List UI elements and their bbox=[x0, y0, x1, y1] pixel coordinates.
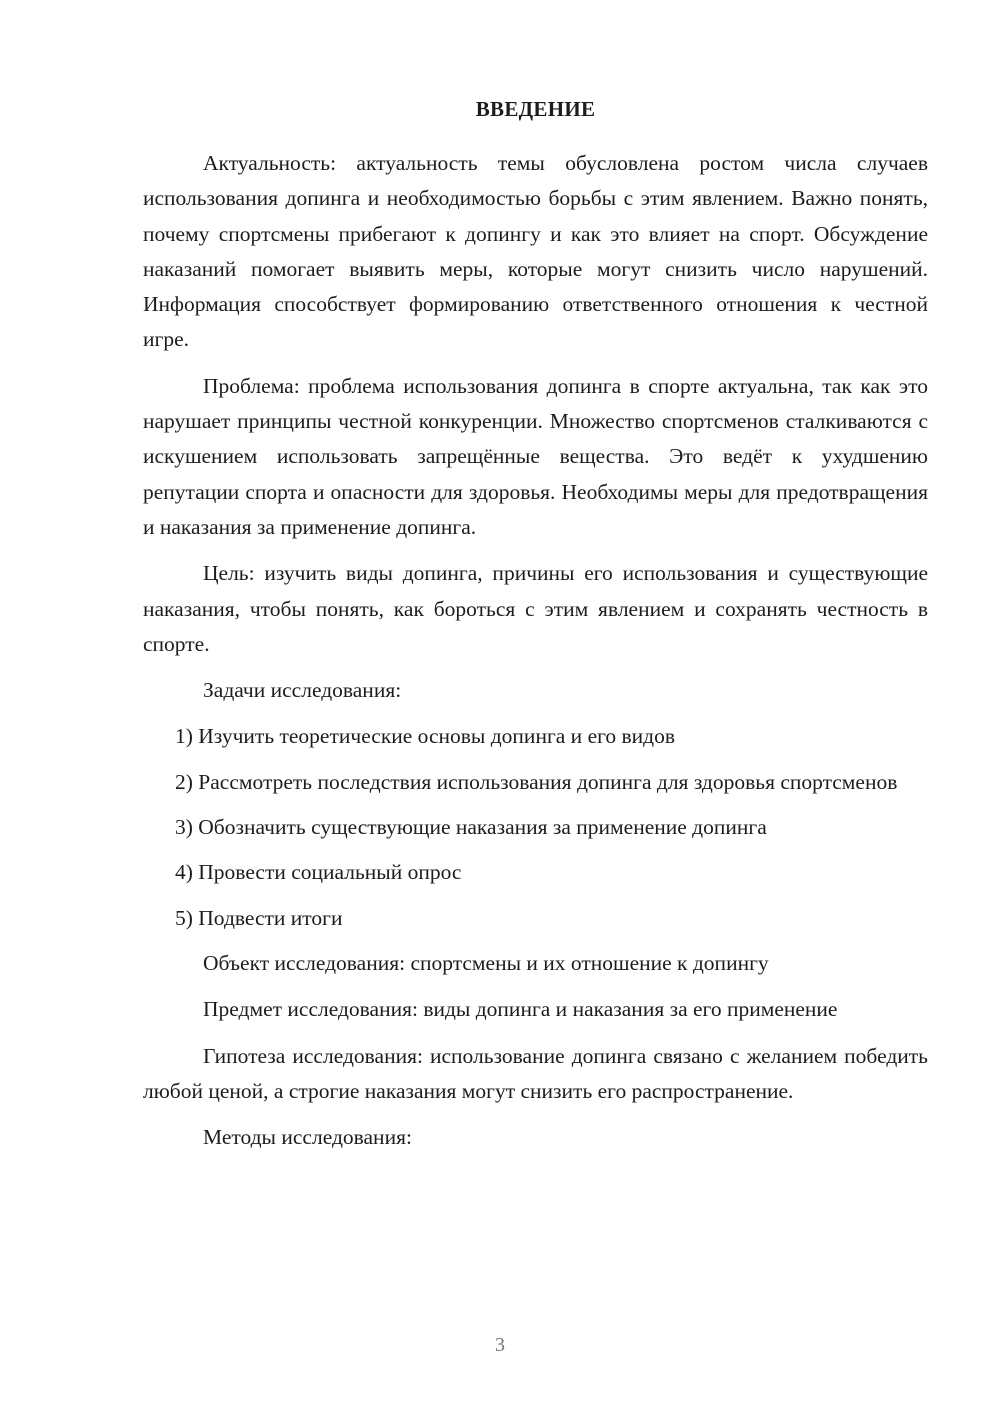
task-item-5: 5) Подвести итоги bbox=[175, 905, 343, 930]
methods-heading: Методы исследования: bbox=[203, 1125, 412, 1150]
section-title: ВВЕДЕНИЕ bbox=[475, 97, 596, 121]
subject-paragraph: Предмет исследования: виды допинга и наказания за его применение bbox=[203, 997, 838, 1022]
page-number: 3 bbox=[495, 1334, 505, 1356]
tasks-heading: Задачи исследования: bbox=[203, 678, 402, 703]
task-item-3: 3) Обозначить существующие наказания за применение допинга bbox=[175, 815, 767, 840]
relevance-paragraph: Актуальность: актуальность темы обусловлена ростом числа случаев использования допинга и необходимостью борьбы с этим явлением. Важно понять, почему спортсмены прибегают к допингу и как это влияет на спорт. Обсуждение наказаний помогает выявить меры, которые могут снизить число нарушений. Информация способствует формированию ответственного отношения к честной игре. bbox=[143, 151, 928, 352]
task-item-4: 4) Провести социальный опрос bbox=[175, 860, 462, 885]
goal-paragraph: Цель: изучить виды допинга, причины его использования и существующие наказания, чтобы понять, как бороться с этим явлением и сохранять честность в спорте. bbox=[143, 561, 928, 656]
task-item-1: 1) Изучить теоретические основы допинга и его видов bbox=[175, 724, 676, 749]
document-page bbox=[143, 95, 928, 1166]
problem-paragraph: Проблема: проблема использования допинга в спорте актуальна, так как это нарушает принципы честной конкуренции. Множество спортсменов сталкиваются с искушением использовать запрещённые вещества. Это ведёт к ухудшению репутации спорта и опасности для здоровья. Необходимы меры для предотвращения и наказания за применение допинга. bbox=[143, 373, 928, 539]
object-paragraph: Объект исследования: спортсмены и их отношение к допингу bbox=[203, 950, 769, 975]
hypothesis-paragraph: Гипотеза исследования: использование допинга связано с желанием победить любой ценой, а строгие наказания могут снизить его распространение. bbox=[143, 1043, 928, 1103]
tasks-list bbox=[143, 719, 928, 935]
task-item-2: 2) Рассмотреть последствия использования допинга для здоровья спортсменов bbox=[175, 769, 898, 794]
